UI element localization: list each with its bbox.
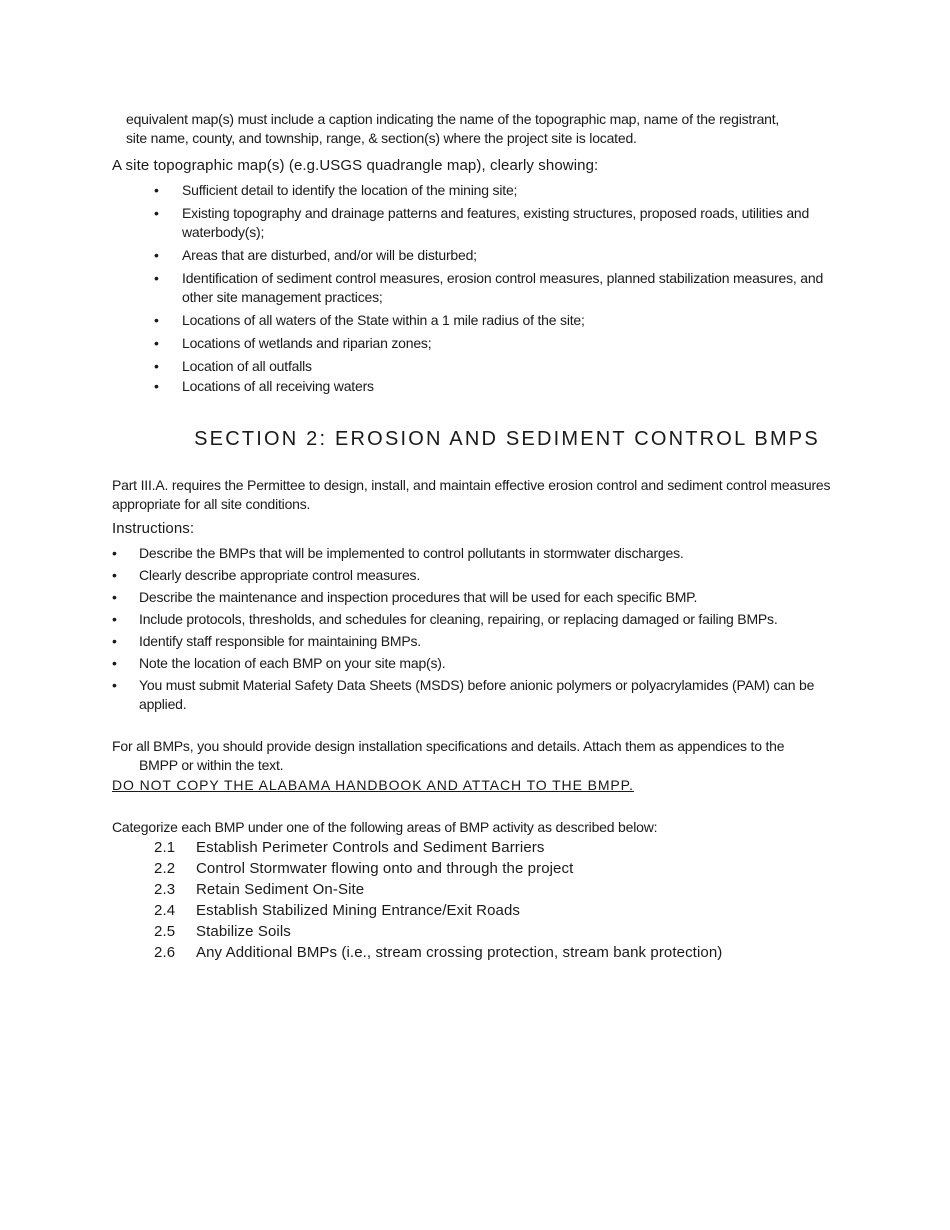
list-item: • Areas that are disturbed, and/or will be disturbed; xyxy=(154,246,844,265)
bmp-area-item xyxy=(154,838,722,859)
list-item: • Describe the maintenance and inspection procedures that will be used for each specific BMP. xyxy=(112,588,842,607)
categorize-paragraph: Categorize each BMP under one of the following areas of BMP activity as described below: xyxy=(112,819,658,835)
bmp-area-number: 2.1 xyxy=(154,839,176,856)
bmp-area-number: 2.6 xyxy=(154,944,176,961)
map-caption-paragraph xyxy=(126,110,846,148)
intro-line-1: equivalent map(s) must include a caption indicating the name of the topographic map, name of the registrant, xyxy=(126,111,780,127)
list-item: • Locations of wetlands and riparian zones; xyxy=(154,334,844,353)
bmp-area-item xyxy=(154,943,722,964)
bmp-areas-list xyxy=(154,838,722,964)
topographic-map-lead: A site topographic map(s) (e.g.USGS quadrangle map), clearly showing: xyxy=(112,157,599,174)
intro-line-2: site name, county, and township, range, & section(s) where the project site is located. xyxy=(126,130,637,146)
part-paragraph: Part III.A. requires the Permittee to design, install, and maintain effective erosion control and sediment control measures appropriate for all site conditions. xyxy=(112,477,831,512)
bmp-area-label: Retain Sediment On-Site xyxy=(196,881,365,898)
bmp-area-label: Stabilize Soils xyxy=(196,923,291,940)
list-item: • Describe the BMPs that will be implemented to control pollutants in stormwater discharges. xyxy=(112,544,842,563)
bmp-area-label: Establish Stabilized Mining Entrance/Exit Roads xyxy=(196,902,521,919)
list-item: • Clearly describe appropriate control measures. xyxy=(112,566,842,585)
bmp-area-number: 2.2 xyxy=(154,860,176,877)
list-item: • Location of all outfalls xyxy=(154,357,844,376)
list-item: • Existing topography and drainage patterns and features, existing structures, proposed roads, utilities and waterbody(s); xyxy=(154,204,844,242)
bmp-specifications-paragraph xyxy=(112,737,832,775)
for-all-line-2: BMPP or within the text. xyxy=(139,757,284,773)
for-all-line-1: For all BMPs, you should provide design installation specifications and details. Attach them as appendices to the xyxy=(112,738,785,754)
list-item: • Locations of all receiving waters xyxy=(154,377,844,396)
bmp-area-number: 2.3 xyxy=(154,881,176,898)
bmp-area-label: Control Stormwater flowing onto and through the project xyxy=(196,860,574,877)
list-item: • You must submit Material Safety Data Sheets (MSDS) before anionic polymers or polyacrylamides (PAM) can be applied. xyxy=(112,676,842,714)
bmp-area-number: 2.5 xyxy=(154,923,176,940)
bmp-area-number: 2.4 xyxy=(154,902,176,919)
list-item: • Identification of sediment control measures, erosion control measures, planned stabilization measures, and other site management practices; xyxy=(154,269,844,307)
bmp-area-item xyxy=(154,922,722,943)
instructions-label: Instructions: xyxy=(112,520,195,537)
bmp-area-item xyxy=(154,859,722,880)
bmp-area-item xyxy=(154,901,722,922)
map-requirements-list xyxy=(154,181,844,400)
list-item: • Identify staff responsible for maintaining BMPs. xyxy=(112,632,842,651)
bmp-area-label: Establish Perimeter Controls and Sediment Barriers xyxy=(196,839,545,856)
bmp-area-label: Any Additional BMPs (i.e., stream crossing protection, stream bank protection) xyxy=(196,944,723,961)
section-heading: SECTION 2: EROSION AND SEDIMENT CONTROL BMPS xyxy=(194,428,820,450)
bmp-area-item xyxy=(154,880,722,901)
list-item: • Sufficient detail to identify the location of the mining site; xyxy=(154,181,844,200)
list-item: • Note the location of each BMP on your site map(s). xyxy=(112,654,842,673)
instructions-list xyxy=(112,544,842,717)
list-item: • Locations of all waters of the State within a 1 mile radius of the site; xyxy=(154,311,844,330)
list-item: • Include protocols, thresholds, and schedules for cleaning, repairing, or replacing damaged or failing BMPs. xyxy=(112,610,842,629)
do-not-copy-notice: DO NOT COPY THE ALABAMA HANDBOOK AND ATTACH TO THE BMPP. xyxy=(112,777,634,793)
